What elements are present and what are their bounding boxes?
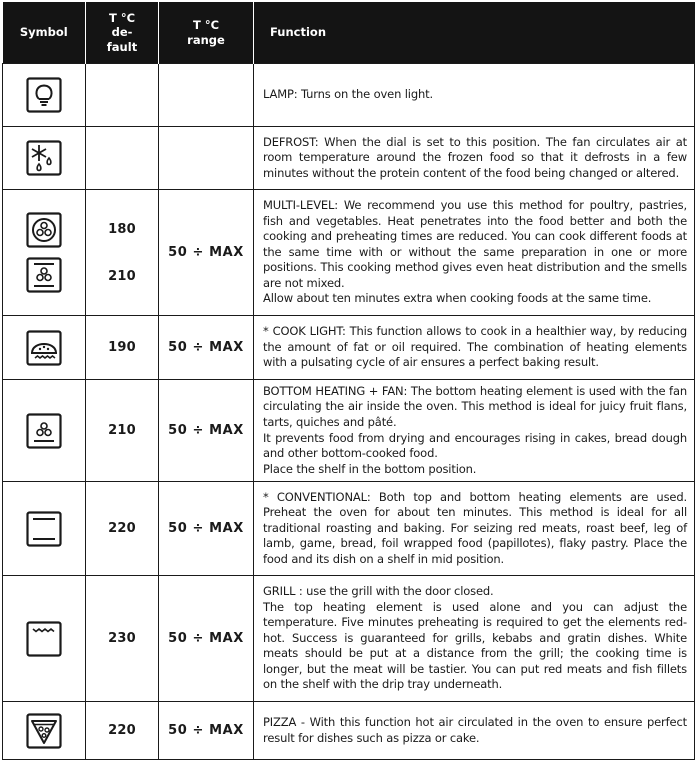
table-row	[3, 702, 695, 760]
range-temp-cell: 50 ÷ MAX	[159, 380, 254, 482]
grill-icon	[26, 621, 62, 657]
function-cell: MULTI-LEVEL: We recommend you use this method for poultry, pastries, fish and vegetables. Heat penetrates into the food better and both the cooking and preheating times are reduced. You can cook different foods at the same time with or without the same preparation in one or more positions. This cooking method gives even heat distribution and the smells are not mixed. Allow about ten minutes extra when cooking foods at the same time.	[254, 190, 695, 316]
default-temp-cell: 230	[86, 576, 159, 702]
multi-level-icon	[26, 212, 62, 248]
symbol-cell	[3, 190, 86, 316]
symbol-cell	[3, 127, 86, 190]
table-row	[3, 482, 695, 576]
symbol-cell	[3, 380, 86, 482]
range-temp-cell: 50 ÷ MAX	[159, 576, 254, 702]
function-cell: LAMP: Turns on the oven light.	[254, 64, 695, 127]
function-cell: * CONVENTIONAL: Both top and bottom heating elements are used. Preheat the oven for about ten minutes. This method is ideal for all traditional roasting and baking. For seizing red meats, roast beef, leg of lamb, game, bread, foil wrapped food (papillotes), flaky pastry. Place the food and its dish on a shelf in mid position.	[254, 482, 695, 576]
range-temp-cell: 50 ÷ MAX	[159, 702, 254, 760]
function-cell: PIZZA - With this function hot air circulated in the oven to ensure perfect result for dishes such as pizza or cake.	[254, 702, 695, 760]
table-row	[3, 316, 695, 380]
range-temp-cell: 50 ÷ MAX	[159, 316, 254, 380]
fan-bottom-icon	[26, 257, 62, 293]
bottom-fan-icon	[26, 413, 62, 449]
default-temp-cell: 180 210	[86, 190, 159, 316]
symbol-cell	[3, 702, 86, 760]
function-cell: GRILL : use the grill with the door closed. The top heating element is used alone and you can adjust the temperature. Five minutes preheating is required to get the elements red-hot. Success is guaranteed for grills, kebabs and gratin dishes. White meats should be put at a distance from the grill; the cooking time is longer, but the meat will be tastier. You can put red meats and fish fillets on the shelf with the drip tray underneath.	[254, 576, 695, 702]
symbol-cell	[3, 482, 86, 576]
range-temp-cell	[159, 127, 254, 190]
header-t-range: T °C range	[159, 2, 254, 64]
header-function: Function	[254, 2, 695, 64]
default-temp-cell: 220	[86, 702, 159, 760]
function-cell: BOTTOM HEATING + FAN: The bottom heating element is used with the fan circulating the air inside the oven. This method is ideal for juicy fruit flans, tarts, quiches and pâté. It prevents food from drying and encourages rising in cakes, bread dough and other bottom-cooked food. Place the shelf in the bottom position.	[254, 380, 695, 482]
default-temp-cell: 220	[86, 482, 159, 576]
cook-light-icon	[26, 330, 62, 366]
default-temp-cell	[86, 64, 159, 127]
table-row	[3, 127, 695, 190]
symbol-cell	[3, 576, 86, 702]
function-cell: * COOK LIGHT: This function allows to cook in a healthier way, by reducing the amount of fat or oil required. The combination of heating elements with a pulsating cycle of air ensures a perfect baking result.	[254, 316, 695, 380]
header-symbol: Symbol	[3, 2, 86, 64]
default-temp-cell: 210	[86, 380, 159, 482]
symbol-cell	[3, 316, 86, 380]
oven-functions-table	[2, 2, 695, 760]
table-row	[3, 190, 695, 316]
table-row	[3, 576, 695, 702]
range-temp-cell: 50 ÷ MAX	[159, 190, 254, 316]
default-temp-cell: 190	[86, 316, 159, 380]
range-temp-cell	[159, 64, 254, 127]
defrost-icon	[26, 140, 62, 176]
conventional-icon	[26, 511, 62, 547]
range-temp-cell: 50 ÷ MAX	[159, 482, 254, 576]
default-temp-cell	[86, 127, 159, 190]
header-t-default: T °C de- fault	[86, 2, 159, 64]
symbol-cell	[3, 64, 86, 127]
table-row	[3, 380, 695, 482]
function-cell: DEFROST: When the dial is set to this position. The fan circulates air at room temperature around the frozen food so that it defrosts in a few minutes without the protein content of the food being changed or altered.	[254, 127, 695, 190]
lamp-icon	[26, 77, 62, 113]
table-row	[3, 64, 695, 127]
header-row	[3, 2, 695, 64]
pizza-icon	[26, 713, 62, 749]
